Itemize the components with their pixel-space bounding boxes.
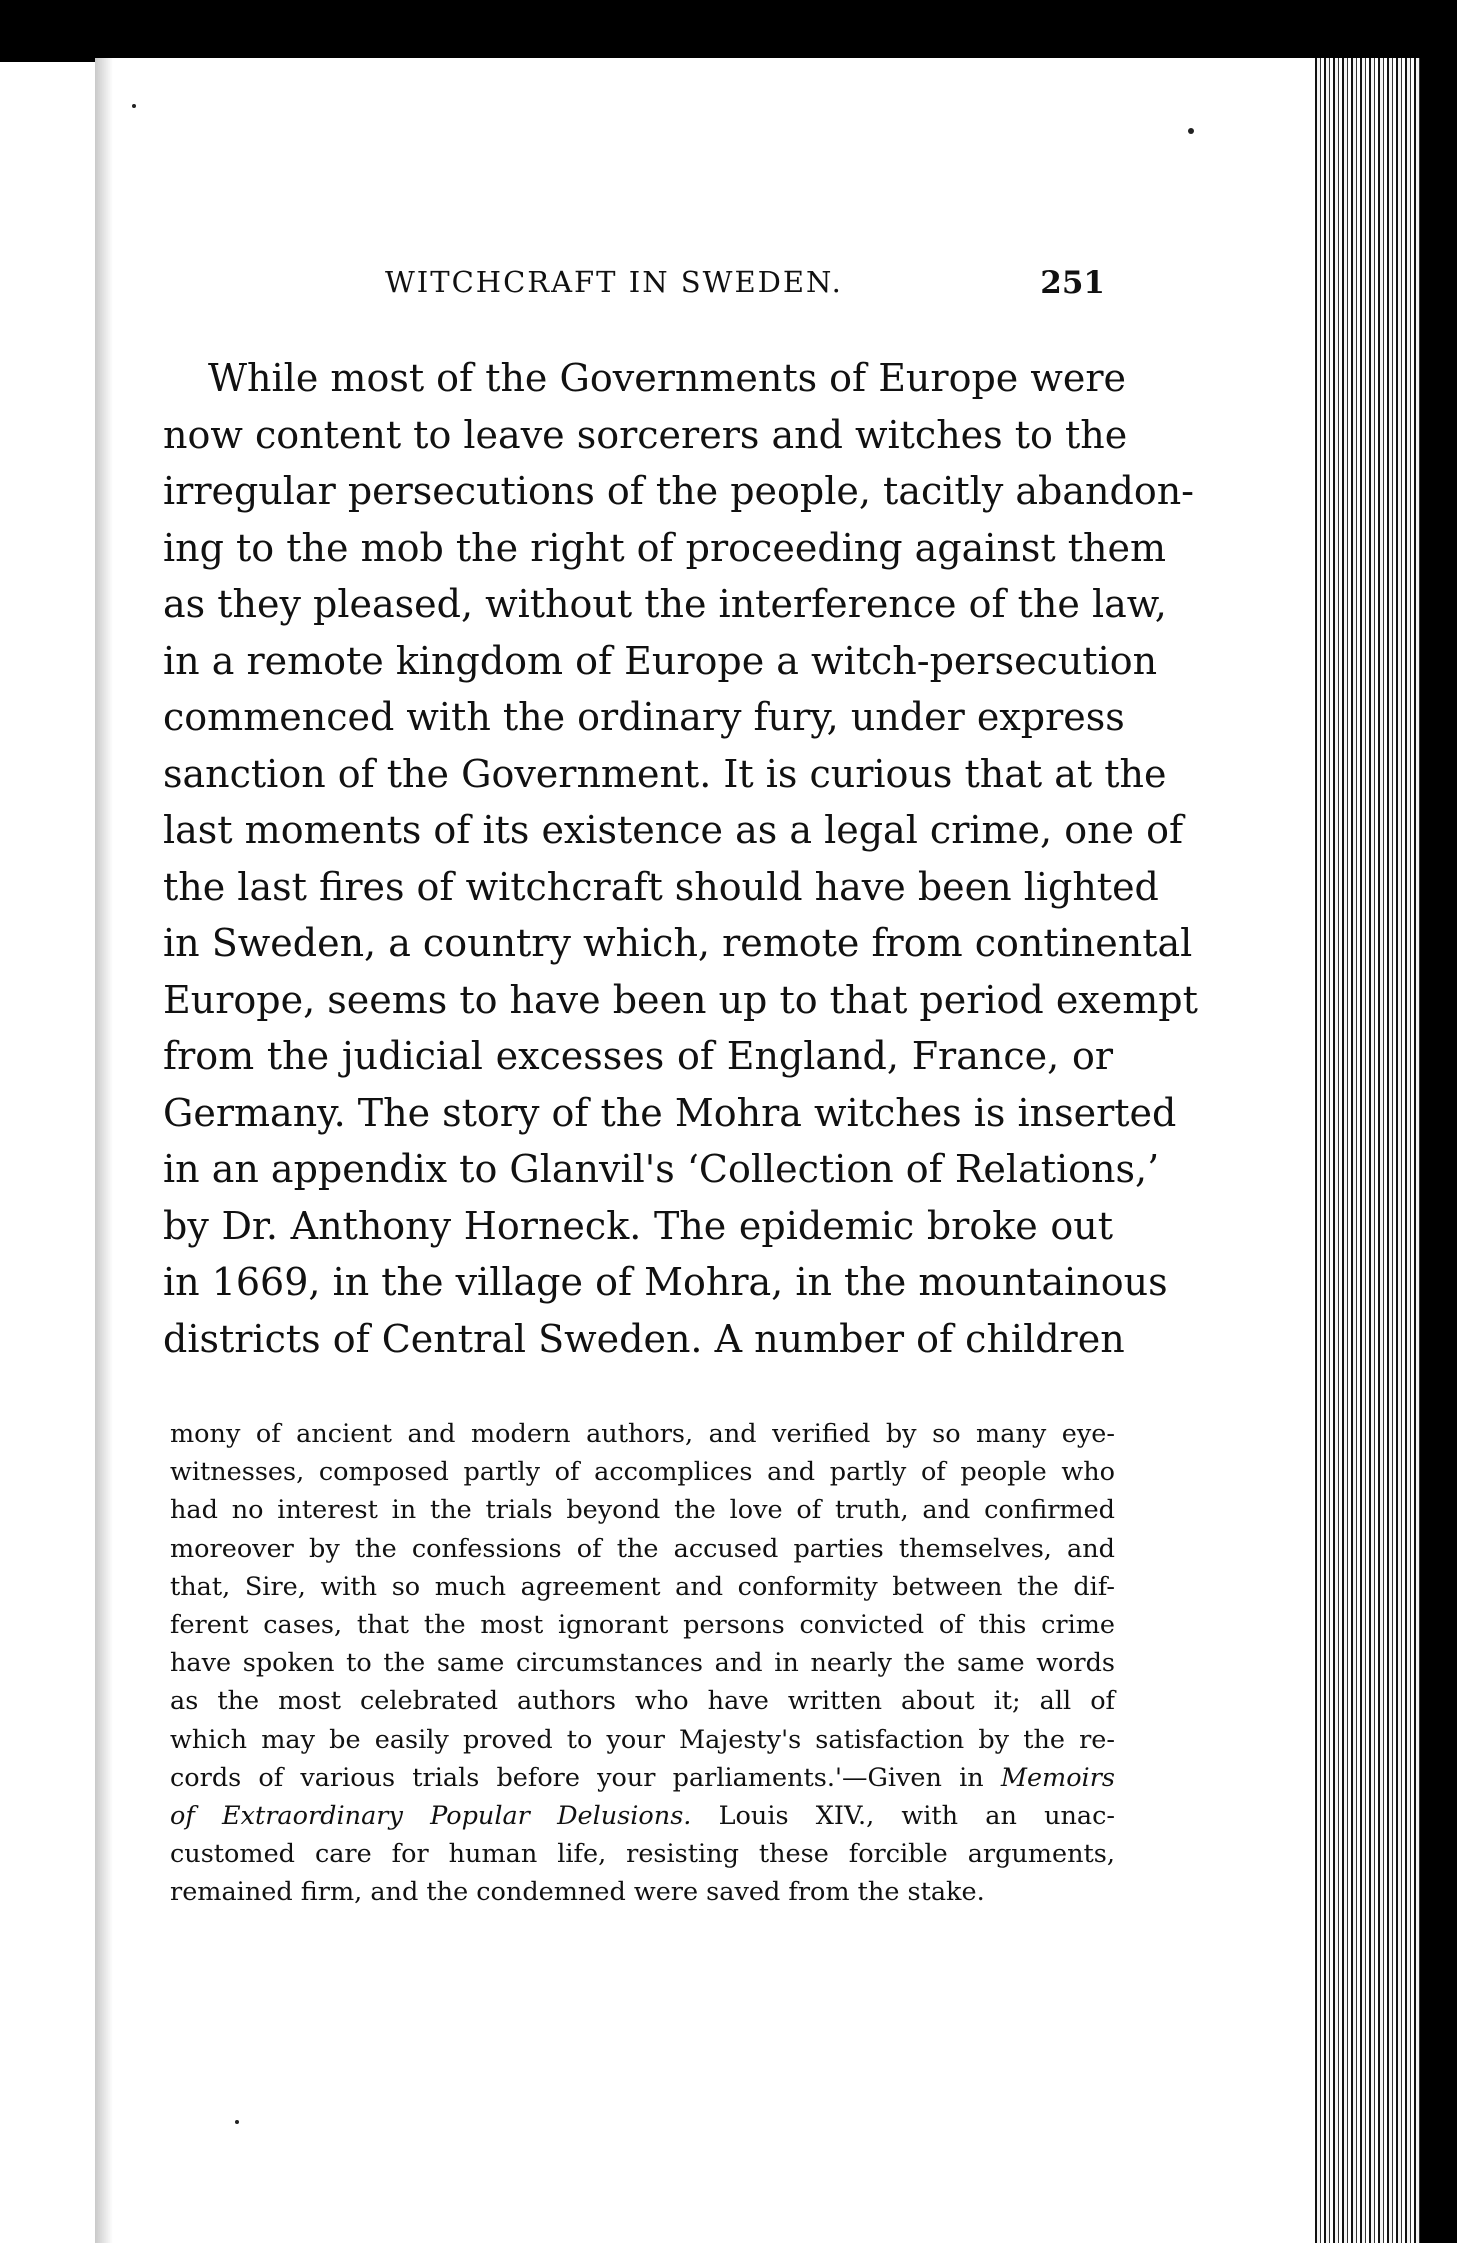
body-line: as they pleased, without the interference of the law, [163, 582, 1167, 626]
body-line: While most of the Governments of Europe were [208, 356, 1127, 400]
scan-speck [132, 104, 136, 108]
footnote-italic-title: Popular Delusions. [430, 1800, 692, 1831]
body-line: last moments of its existence as a legal crime, one of [163, 808, 1184, 852]
page-gutter-shadow [95, 58, 113, 2243]
footnote-line: as the most celebrated authors who have written about it; all of [170, 1686, 1115, 1717]
body-line: Germany. The story of the Mohra witches is inserted [163, 1090, 1177, 1135]
body-line: sanction of the Government. It is curious that at the [163, 751, 1167, 796]
scan-top-border [0, 0, 1457, 62]
body-line: in Sweden, a country which, remote from continental [163, 921, 1193, 965]
footnote-text: Louis XIV., with an unac- [718, 1800, 1116, 1831]
scan-speck [235, 2120, 239, 2124]
body-line: ing to the mob the right of proceeding against them [163, 525, 1167, 570]
footnote-line: remained firm, and the condemned were saved from the stake. [170, 1877, 985, 1908]
footnote-line: had no interest in the trials beyond the love of truth, and confirmed [170, 1495, 1115, 1526]
footnote-line [170, 1797, 1115, 1835]
footnote-line [170, 1759, 1115, 1797]
footnote [170, 1415, 1115, 1911]
footnote-line: witnesses, composed partly of accomplices and partly of people who [170, 1457, 1115, 1488]
body-line: now content to leave sorcerers and witches to the [163, 412, 1128, 457]
page-number: 251 [1040, 265, 1105, 301]
main-text [163, 350, 1198, 1367]
body-line: the last fires of witchcraft should have been lighted [163, 864, 1159, 909]
footnote-italic-title: Memoirs [1000, 1762, 1115, 1793]
footnote-line: have spoken to the same circumstances and in nearly the same words [170, 1648, 1115, 1679]
footnote-line: customed care for human life, resisting these forcible arguments, [170, 1839, 1115, 1870]
body-line: districts of Central Sweden. A number of children [163, 1316, 1125, 1361]
scan-right-border [1420, 0, 1457, 2243]
body-line: commenced with the ordinary fury, under express [163, 695, 1125, 739]
body-line: from the judicial excesses of England, France, or [163, 1034, 1113, 1078]
footnote-line: which may be easily proved to your Majesty's satisfaction by the re- [170, 1724, 1115, 1755]
body-line: by Dr. Anthony Horneck. The epidemic broke out [163, 1203, 1113, 1248]
body-line: in a remote kingdom of Europe a witch-persecution [163, 638, 1158, 683]
footnote-italic-title: of Extraordinary [170, 1800, 403, 1831]
body-line: irregular persecutions of the people, tacitly abandon- [163, 469, 1195, 513]
footnote-line: that, Sire, with so much agreement and conformity between the dif- [170, 1571, 1115, 1602]
footnote-line: moreover by the confessions of the accused parties themselves, and [170, 1533, 1115, 1564]
page-header [385, 265, 1105, 305]
book-fore-edge [1315, 58, 1420, 2243]
footnote-line: mony of ancient and modern authors, and verified by so many eye- [170, 1419, 1115, 1449]
body-line: in 1669, in the village of Mohra, in the mountainous [163, 1260, 1168, 1304]
footnote-text: cords of various trials before your parliaments.'—Given in [170, 1762, 984, 1793]
footnote-line: ferent cases, that the most ignorant persons convicted of this crime [170, 1609, 1115, 1640]
running-head: WITCHCRAFT IN SWEDEN. [385, 265, 843, 299]
body-line: in an appendix to Glanvil's ‘Collection of Relations,’ [163, 1147, 1160, 1191]
body-line: Europe, seems to have been up to that period exempt [163, 977, 1198, 1022]
scan-speck [1188, 128, 1194, 134]
